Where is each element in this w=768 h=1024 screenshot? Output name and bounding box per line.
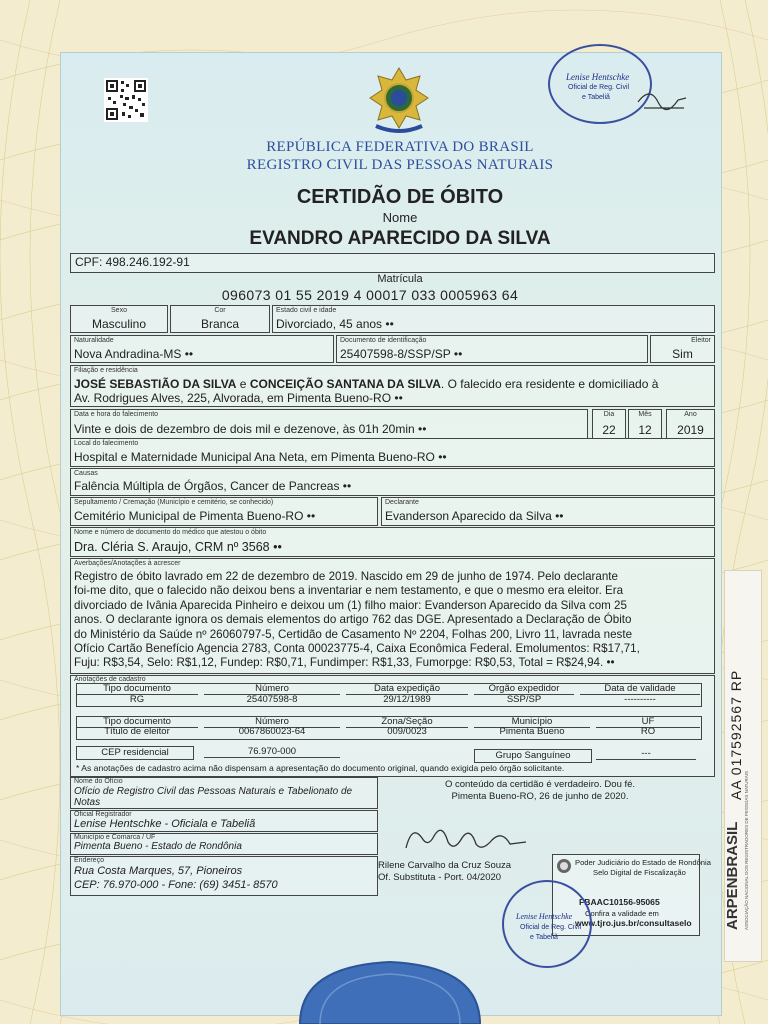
matricula-number: 096073 01 55 2019 4 00017 033 0005963 64 (221, 287, 519, 303)
mes-label: Mês (638, 411, 652, 418)
naturalidade-box (70, 335, 334, 363)
filiacao-line1 (74, 377, 658, 391)
dia-label: Dia (603, 411, 615, 418)
mes-box (628, 409, 662, 439)
cadastro-header: Data de validade (580, 683, 700, 695)
mes-value: 12 (638, 423, 652, 437)
documento-value: 25407598-8/SSP/SP •• (340, 347, 463, 361)
selo-code: FBAAC10156-95065 (579, 897, 660, 907)
oficio-nome-line1: Ofício de Registro Civil das Pessoas Naturais e Tabelionato de (74, 786, 353, 797)
causas-label: Causas (74, 470, 98, 477)
oficio-municipio: Pimenta Bueno - Estado de Rondônia (74, 841, 242, 852)
estado-civil-value: Divorciado, 45 anos •• (276, 317, 394, 331)
ano-box (666, 409, 715, 439)
oficio-endereco2: CEP: 76.970-000 - Fone: (69) 3451- 8570 (74, 879, 278, 891)
documento-label: Documento de identificação (340, 337, 427, 344)
local-label: Local do falecimento (74, 440, 139, 447)
averbacoes-text (74, 570, 710, 671)
averbacoes-line: Registro de óbito lavrado em 22 de dezembro de 2019. Nascido em 29 de junho de 1974. Pelo declarante (74, 570, 618, 583)
eleitor-box (650, 335, 715, 363)
filiacao-parent2: CONCEIÇÃO SANTANA DA SILVA (249, 377, 441, 391)
cadastro-cell: RG (129, 694, 145, 705)
filiacao-parent1: JOSÉ SEBASTIÃO DA SILVA (74, 377, 237, 391)
cadastro-header: Orgão expedidor (474, 683, 574, 695)
grupo-label: Grupo Sanguíneo (495, 750, 571, 761)
cep-label-box (76, 746, 194, 760)
sepultamento-label: Sepultamento / Cremação (Município e cemitério, se conhecido) (74, 499, 274, 506)
declarante-text: Evanderson Aparecido da Silva •• (385, 509, 564, 523)
declarante-box (381, 497, 715, 526)
naturalidade-label: Naturalidade (74, 337, 114, 344)
cadastro-header: Tipo documento (76, 683, 198, 695)
falecimento-text: Vinte e dois de dezembro de dois mil e dezenove, às 01h 20min •• (74, 422, 427, 436)
filiacao-box (70, 365, 715, 407)
cadastro-cell: 009/0023 (387, 726, 427, 737)
estado-civil-label: Estado civil e idade (276, 307, 337, 314)
coat-of-arms-icon (366, 66, 432, 136)
judiciary-emblem-icon (556, 858, 572, 874)
oficio-nome-label: Nome do Ofício (74, 778, 123, 785)
matricula-label: Matrícula (377, 273, 423, 285)
cadastro-header: Número (204, 716, 340, 728)
cadastro-cell: 25407598-8 (246, 694, 298, 705)
attest-signer: Rilene Carvalho da Cruz Souza (378, 860, 512, 871)
selo-check2: www.tjro.jus.br/consultaselo (575, 918, 692, 928)
declarante-label: Declarante (385, 499, 419, 506)
averbacoes-line: Fuju: R$3,54, Selo: R$1,12, Fundep: R$0,71, Fundimper: R$1,33, Fumorpge: R$0,53, Total = R$24,94. •• (74, 656, 615, 670)
grupo-value: --- (596, 748, 696, 760)
cadastro-header: Data expedição (346, 683, 468, 695)
selo-line1: Poder Judiciário do Estado de Rondônia (575, 858, 711, 867)
documento-box (336, 335, 648, 363)
signature-scribble-top (636, 82, 688, 120)
cor-label: Cor (214, 307, 226, 314)
attest-role: Of. Substituta - Port. 04/2020 (378, 872, 502, 883)
stamp-top-name: Lenise Hentschke (566, 72, 630, 82)
selo-check1: Confira a validade em (585, 909, 659, 918)
oficio-endereco-box (70, 856, 378, 896)
cadastro-cell: RO (640, 726, 656, 737)
local-box (70, 438, 715, 467)
sexo-box (70, 305, 168, 333)
oficio-municipio-label: Município e Comarca / UF (74, 834, 156, 841)
averbacoes-box (70, 558, 715, 674)
averbacoes-line: anos. O declarante ignora os demais elementos do artigo 762 das DGE. Apresentado a Declaração de Óbito (74, 613, 632, 627)
document-title: CERTIDÃO DE ÓBITO (296, 186, 504, 208)
sepultamento-text: Cemitério Municipal de Pimenta Bueno-RO •• (74, 509, 316, 523)
medico-label: Nome e número de documento do médico que atestou o óbito (74, 529, 267, 536)
header-registry: REGISTRO CIVIL DAS PESSOAS NATURAIS (246, 157, 554, 173)
dia-box (592, 409, 626, 439)
stamp-top-role2: e Tabeliã (582, 94, 610, 101)
qr-code-icon (104, 78, 148, 122)
cor-box (170, 305, 270, 333)
cadastro-cell: 29/12/1989 (383, 694, 431, 705)
attest-line1: O conteúdo da certidão é verdadeiro. Dou fé. (444, 779, 636, 790)
cadastro-header: Município (474, 716, 590, 728)
grupo-label-box (474, 749, 592, 763)
selo-line2: Selo Digital de Fiscalização (593, 868, 686, 877)
eleitor-value: Sim (672, 347, 693, 361)
filiacao-rest: . O falecido era residente e domiciliado à (440, 377, 659, 391)
cadastro-cell: Pimenta Bueno (499, 726, 565, 737)
cpf-value: CPF: 498.246.192-91 (75, 255, 190, 269)
cor-value: Branca (200, 317, 240, 331)
causas-text: Falência Múltipla de Órgãos, Cancer de Pancreas •• (74, 479, 352, 493)
filiacao-label: Filiação e residência (74, 367, 138, 374)
medico-box (70, 527, 715, 557)
cadastro-header: Zona/Seção (346, 716, 468, 728)
estado-civil-box (272, 305, 715, 333)
stamp-bottom-role2: e Tabeliã (530, 934, 558, 941)
cadastro-cell: 0067860023-64 (238, 726, 306, 737)
dia-value: 22 (602, 423, 616, 437)
eleitor-label: Eleitor (691, 337, 711, 344)
averbacoes-line: foi-me dito, que o falecido não deixou bens a inventariar e nem testamento, e que o mesmo era eleitor. Era (74, 584, 624, 598)
averbacoes-line: divorciado de Ivânia Aparecida Pinheiro e deixou um (1) filho maior: Evanderson Aparecido da Silva com 25 (74, 598, 627, 612)
averbacoes-line: Ofício Cartão Benefício Agencia 2783, Conta 00023775-4, Caixa Econômica Federal. Emolumentos: R$17,71, (74, 642, 640, 656)
averbacoes-line: do Ministério da Saúde nº 26060797-5, Certidão de Casamento Nº 2204, Folhas 200, Livro 11, lavrada neste (74, 627, 633, 641)
oficio-nome-line2: Notas (74, 797, 101, 808)
averbacoes-label: Averbações/Anotações à acrescer (74, 560, 181, 567)
sexo-value: Masculino (91, 317, 147, 331)
stamp-bottom-name: Lenise Hentschke (516, 912, 573, 921)
cpf-box (70, 253, 715, 273)
name-caption: Nome (382, 210, 418, 225)
oficio-endereco-label: Endereço (74, 857, 104, 864)
cadastro-header: Tipo documento (76, 716, 198, 728)
falecimento-label: Data e hora do falecimento (74, 411, 159, 418)
ano-value: 2019 (677, 423, 704, 437)
filiacao-conj: e (236, 377, 250, 391)
arpen-sub: ASSOCIAÇÃO NACIONAL DOS REGISTRADORES DE PESSOAS NATURAIS (744, 770, 749, 930)
naturalidade-value: Nova Andradina-MS •• (74, 347, 194, 361)
arpen-brand: ARPENBRASIL (724, 821, 741, 930)
signature-icon (402, 818, 532, 858)
cadastro-cell: SSP/SP (506, 694, 542, 705)
sepultamento-box (70, 497, 378, 526)
stamp-top-role1: Oficial de Reg. Civil (568, 84, 630, 91)
oficio-registrador-box (70, 810, 378, 832)
filiacao-line2: Av. Rodrigues Alves, 225, Alvorada, em Pimenta Bueno-RO •• (74, 391, 403, 405)
sexo-label: Sexo (111, 307, 127, 314)
medico-text: Dra. Cléria S. Araujo, CRM nº 3568 •• (74, 540, 282, 554)
oficio-municipio-box (70, 833, 378, 855)
local-text: Hospital e Maternidade Municipal Ana Neta, em Pimenta Bueno-RO •• (74, 450, 447, 464)
oficio-endereco1: Rua Costa Marques, 57, Pioneiros (74, 865, 243, 877)
arpen-serial: AA 017592567 RP (728, 669, 744, 800)
ano-label: Ano (684, 411, 697, 418)
falecimento-box (70, 409, 588, 439)
cep-label: CEP residencial (101, 747, 169, 758)
oficio-registrador: Lenise Hentschke - Oficiala e Tabeliã (74, 818, 256, 830)
attest-line2: Pimenta Bueno-RO, 26 de junho de 2020. (451, 791, 629, 802)
cadastro-header: Número (204, 683, 340, 695)
causas-box (70, 468, 715, 496)
oficio-registrador-label: Oficial Registrador (74, 811, 132, 818)
stamp-bottom-role1: Oficial de Reg. Civil (520, 924, 582, 931)
cadastro-note: * As anotações de cadastro acima não dispensam a apresentação do documento original, quando exigida pelo órgão solicitante. (76, 763, 565, 773)
blue-seal-icon (290, 958, 490, 1024)
cadastro-label: Anotações de cadastro (74, 676, 146, 683)
cadastro-cell: ---------- (624, 694, 656, 705)
deceased-name: EVANDRO APARECIDO DA SILVA (249, 228, 551, 249)
cep-value: 76.970-000 (204, 746, 340, 758)
header-republic: REPÚBLICA FEDERATIVA DO BRASIL (266, 139, 534, 155)
cadastro-header: UF (596, 716, 700, 728)
oficio-nome-box (70, 777, 378, 809)
cadastro-cell: Título de eleitor (104, 726, 170, 737)
